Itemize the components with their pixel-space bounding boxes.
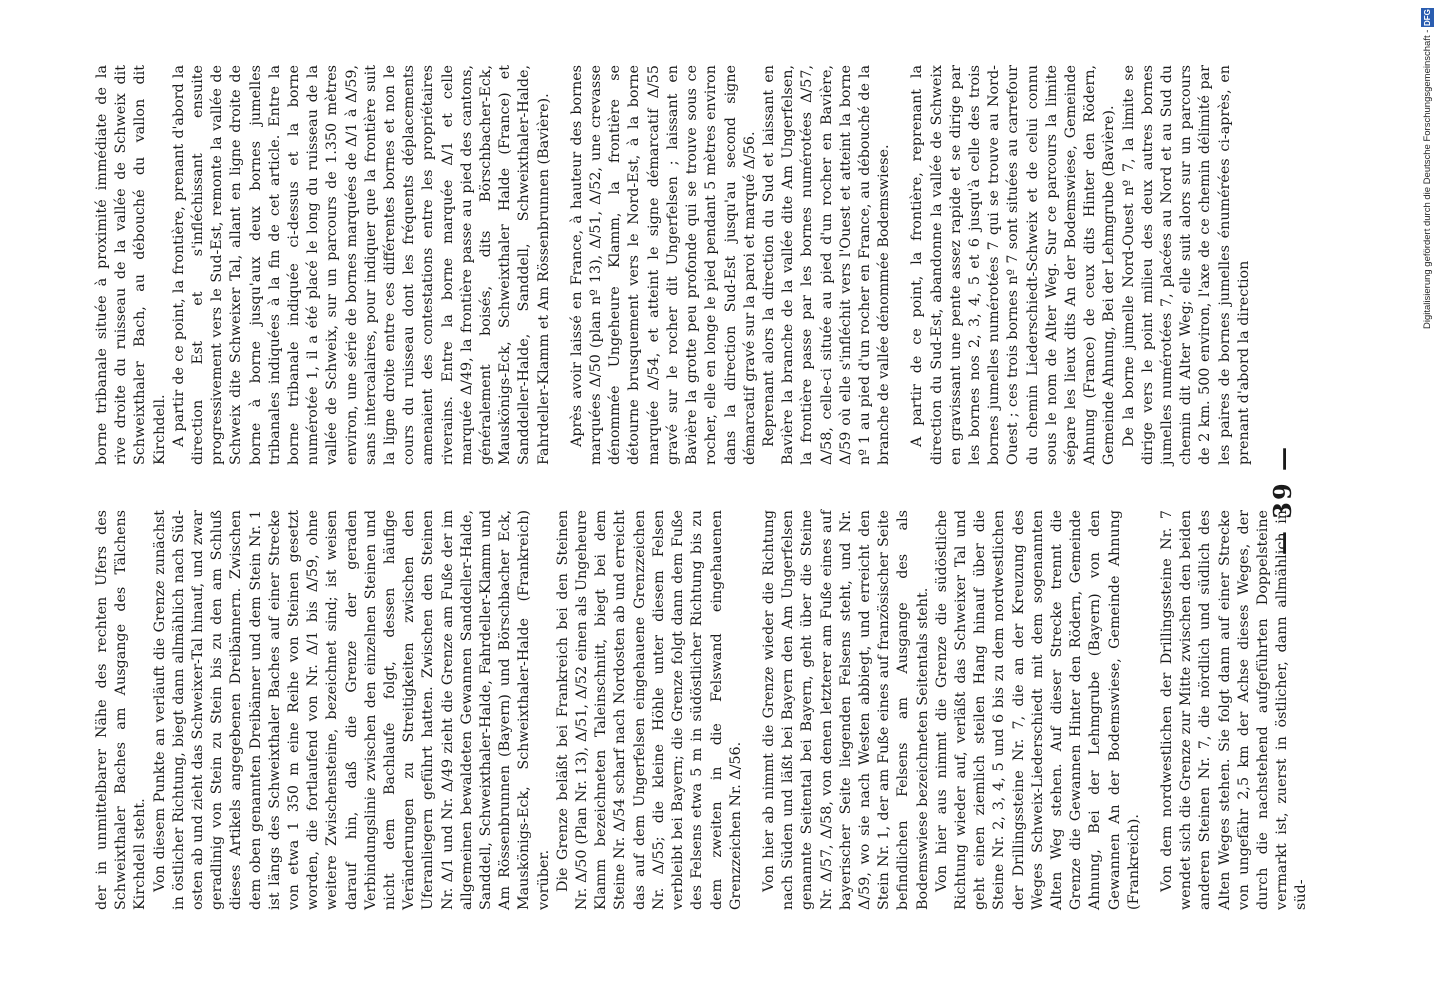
french-column: [93, 65, 1254, 465]
german-paragraph: Von hier aus nimmt die Grenze die südöstliche Richtung wieder auf, verläßt das Schweixer Tal und geht einen ziemlich steilen Hang hinauf über die Steine Nr. 2, 3, 4, 5 und 6 bis zu dem nordwestlichen der Drillingssteine Nr. 7, die an der Kreuzung des Weges Schweix-Liederschiedt mit dem sogenannten Alten Weg stehen. Auf dieser Strecke trennt die Grenze die Gewannen Hinter den Rödern, Gemeinde Ahnung, Bei der Lehmgrube (Bayern) von den Gewannen An der Bodemswiese, Gemeinde Ahnung (Frankreich).: [933, 510, 1142, 910]
dfg-logo: DFG: [1421, 8, 1434, 27]
german-paragraph: Von hier ab nimmt die Grenze wieder die Richtung nach Süden und läßt bei Bayern den Am Ungerfelsen genannte Seitental bei Bayern, geht über die Steine Nr. Δ/57, Δ/58, von denen letzterer am Fuße eines auf bayerischer Seite liegenden Felsens steht, und Nr. Δ/59, wo sie nach Westen abbiegt, und erreicht den Stein Nr. 1, der am Fuße eines auf französischer Seite befindlichen Felsens am Ausgange des als Bodemswiese bezeichneten Seitentals steht.: [760, 510, 931, 910]
french-paragraph: Reprenant alors la direction du Sud et laissant en Bavière la branche de la vallée dite Am Ungerfelsen, la frontière passe par les bornes numérotées Δ/57, Δ/58, celle-ci située au pied d'un rocher en Bavière, Δ/59 où elle s'infléchit vers l'Ouest et atteint la borne nº 1 au pied d'un rocher en France, au débouché de la branche de vallée dénommée Bodemswiese.: [760, 65, 893, 465]
french-paragraph: Après avoir laissé en France, à hauteur des bornes marquées Δ/50 (plan nº 13), Δ/51, Δ/52, une crevasse dénommée Ungeheure Klamm, la frontière se détourne brusquement vers le Nord-Est, à la borne marquée Δ/54, et atteint le signe démarcatif Δ/55 gravé sur le rocher dit Ungerfelsen ; laissant en Bavière la grotte peu profonde qui se trouve sous ce rocher, elle en longe le pied pendant 5 mètres environ dans la direction Sud-Est jusqu'au second signe démarcatif gravé sur la paroi et marqué Δ/56.: [568, 65, 758, 465]
french-paragraph: borne tribanale située à proximité immédiate de la rive droite du ruisseau de la vallée de Schweix dit Schweixthaler Bach, au débouché du vallon dit Kirchdell.: [94, 65, 168, 465]
digitization-note: [1421, 8, 1434, 992]
french-paragraph: A partir de ce point, la frontière, reprenant la direction du Sud-Est, abandonne la vallée de Schweix en gravissant une pente assez rapide et se dirige par les bornes nos 2, 3, 4, 5 et 6 jusqu'à celle des trois bornes jumelles numérotées 7 qui se trouve au Nord-Ouest ; ces trois bornes nº 7 sont situées au carrefour du chemin Liederschiedt-Schweix et de celui connu sous le nom de Alter Weg. Sur ce parcours la limite sépare les lieux dits An der Bodemswiese, Gemeinde Ahnung (France) de ceux dits Hinter den Rödern, Gemeinde Ahnung, Bei der Lehmgrube (Bavière).: [909, 65, 1118, 465]
german-paragraph: der in unmittelbarer Nähe des rechten Ufers des Schweixthaler Baches am Ausgange des Tälchens Kirchdell steht.: [94, 510, 149, 910]
german-column: [93, 510, 1310, 910]
german-paragraph: Die Grenze beläßt bei Frankreich bei den Steinen Nr. Δ/50 (Plan Nr. 13), Δ/51, Δ/52 einen als Ungeheure Klamm bezeichneten Taleinschnitt, biegt bei dem Steine Nr. Δ/54 scharf nach Nordosten ab und erreicht das auf dem Ungerfelsen eingehauene Grenzzeichen Nr. Δ/55; die kleine Höhle unter diesem Felsen verbleibt bei Bayern; die Grenze folgt dann dem Fuße des Felsens etwa 5 m in südöstlicher Richtung bis zu dem zweiten in die Felswand eingehauenen Grenzzeichen Nr. Δ/56.: [554, 510, 744, 910]
digitization-note-text: Digitalisierung gefördert durch die Deutsche Forschungsgemeinschaft -: [1422, 29, 1433, 329]
german-paragraph: Von dem nordwestlichen der Drillingssteine Nr. 7 wendet sich die Grenze zur Mitte zwischen den beiden anderen Steinen Nr. 7, die nördlich und südlich des Alten Weges stehen. Sie folgt dann auf einer Strecke von ungefähr 2,5 km der Achse dieses Weges, der durch die nachstehend aufgeführten Doppelsteine vermarkt ist, zuerst in östlicher, dann allmählich in süd-: [1158, 510, 1310, 910]
french-text: [93, 65, 1254, 465]
page-number: — 39 —: [1268, 444, 1297, 556]
french-paragraph: A partir de ce point, la frontière, prenant d'abord la direction Est et s'infléchissant ensuite progressivement vers le Sud-Est, remonte la vallée de Schweix dite Schweixer Tal, allant en ligne droite de borne à borne jusqu'aux deux bornes jumelles tribanales indiquées à la fin de cet article. Entre la borne tribanale indiquée ci-dessus et la borne numérotée 1, il a été placé le long du ruisseau de la vallée de Schweix, sur un parcours de 1.350 mètres environ, une série de bornes marquées de Δ/1 à Δ/59, sans intercalaires, pour indiquer que la frontière suit la ligne droite entre ces différentes bornes et non le cours du ruisseau dont les fréquents déplacements amenaient des contestations entre les propriétaires riverains. Entre la borne marquée Δ/1 et celle marquée Δ/49, la frontière passe au pied des cantons, généralement boisés, dits Börschbacher-Eck, Mauskönigs-Eck, Schweixthaler Halde (France) et Sanddeller-Halde, Sanddell, Schweixthaler-Halde, Fahrdeller-Klamm et Am Rössenbrunnen (Bavière).: [170, 65, 552, 465]
german-text: [93, 510, 1312, 910]
french-paragraph: De la borne jumelle Nord-Ouest nº 7, la limite se dirige vers le point milieu des deux autres bornes jumelles numérotées 7, placées au Nord et au Sud du chemin dit Alter Weg; elle suit alors sur un parcours de 2 km. 500 environ, l'axe de ce chemin délimité par les paires de bornes jumelles énumérées ci-après, en prenant d'abord la direction: [1120, 65, 1252, 465]
german-paragraph: Von diesem Punkte an verläuft die Grenze zunächst in östlicher Richtung, biegt dann allmählich nach Süd-osten ab und zieht das Schweixer-Tal hinauf, und zwar geradlinig von Stein zu Stein bis zu den am Schluß dieses Artikels angegebenen Dreibännern. Zwischen dem oben genannten Dreibänner und dem Stein Nr. 1 ist längs des Schweixthaler Baches auf einer Strecke von etwa 1 350 m eine Reihe von Steinen gesetzt worden, die fortlaufend von Nr. Δ/1 bis Δ/59, ohne weitere Zwischensteine, bezeichnet sind; ist weisen darauf hin, daß die Grenze der geraden Verbindungslinie zwischen den einzelnen Steinen und nicht dem Bachlaufe folgt, dessen häufige Veränderungen zu Streitigkeiten zwischen den Uferanliegern geführt hatten. Zwischen den Steinen Nr. Δ/1 und Nr. Δ/49 zieht die Grenze am Fuße der im allgemeinen bewaldeten Gewannen Sanddeller-Halde, Sanddell, Schweixthaler-Halde, Fahrdeller-Klamm und Am Rössenbrunnen (Bayern) und Börschbacher Eck, Mauskönigs-Eck, Schweixthaler-Halde (Frankreich) vorüber.: [151, 510, 552, 910]
